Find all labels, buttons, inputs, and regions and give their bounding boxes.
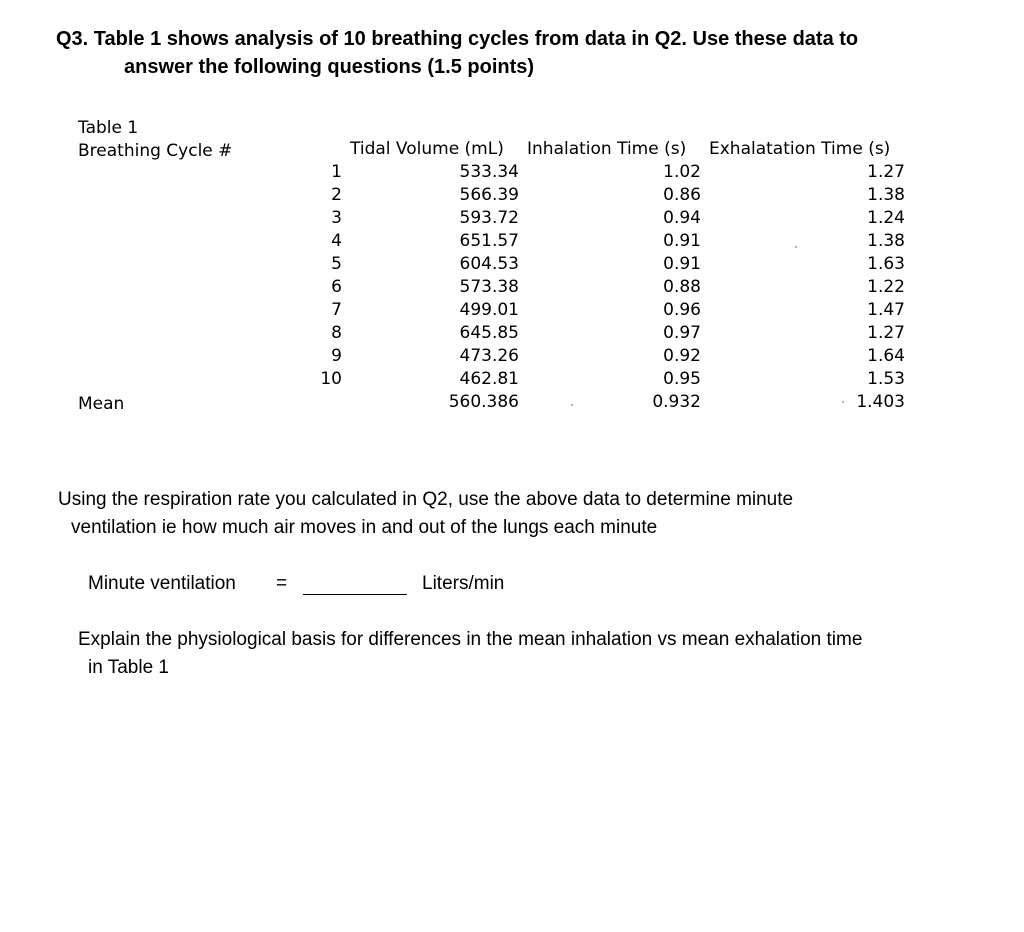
inhalation-time-cell: 0.92: [663, 346, 701, 366]
part-a-text-line-1: Using the respiration rate you calculated in Q2, use the above data to determine minute: [58, 489, 794, 510]
table-caption: Table 1: [78, 118, 139, 138]
inhalation-time-cell: 0.86: [663, 185, 701, 205]
table-row: [0, 277, 1024, 300]
tidal-volume-cell: 473.26: [459, 346, 519, 366]
exhalation-time-cell: 1.27: [867, 162, 905, 182]
part-b-text-line-2: in Table 1: [88, 657, 169, 678]
mean-label: Mean: [78, 394, 125, 414]
tidal-volume-cell: 533.34: [459, 162, 519, 182]
inhalation-time-cell: 0.91: [663, 254, 701, 274]
exhalation-time-cell: 1.53: [867, 369, 905, 389]
question-title-line-2: answer the following questions (1.5 points): [124, 56, 535, 78]
inhalation-time-cell: 0.95: [663, 369, 701, 389]
exhalation-time-cell: 1.63: [867, 254, 905, 274]
scan-speck: [795, 246, 797, 248]
cycle-number-cell: 2: [331, 185, 342, 205]
tidal-volume-cell: 573.38: [459, 277, 519, 297]
scan-speck: [842, 401, 844, 403]
table-row: [0, 231, 1024, 254]
cycle-number-cell: 6: [331, 277, 342, 297]
cycle-number-cell: 3: [331, 208, 342, 228]
column-header-cycle: Breathing Cycle #: [78, 141, 233, 161]
table-row: [0, 208, 1024, 231]
equals-sign: =: [276, 573, 288, 594]
table-row: [0, 185, 1024, 208]
tidal-volume-cell: 566.39: [459, 185, 519, 205]
answer-blank-line: [303, 594, 407, 595]
mean-row: [0, 392, 1024, 415]
inhalation-time-cell: 0.97: [663, 323, 701, 343]
mean-inhalation-time: 0.932: [652, 392, 701, 412]
table-row: [0, 323, 1024, 346]
scan-speck: [571, 404, 573, 406]
exhalation-time-cell: 1.47: [867, 300, 905, 320]
cycle-number-cell: 8: [331, 323, 342, 343]
table-row: [0, 300, 1024, 323]
table-row: [0, 346, 1024, 369]
inhalation-time-cell: 0.94: [663, 208, 701, 228]
question-title-line-1: Q3. Table 1 shows analysis of 10 breathing cycles from data in Q2. Use these data to: [56, 28, 859, 50]
cycle-number-cell: 4: [331, 231, 342, 251]
minute-ventilation-unit: Liters/min: [422, 573, 505, 594]
mean-exhalation-time: 1.403: [856, 392, 905, 412]
exhalation-time-cell: 1.38: [867, 185, 905, 205]
mean-tidal-volume: 560.386: [448, 392, 519, 412]
column-header-tidal-volume: Tidal Volume (mL): [350, 139, 504, 159]
table-row: [0, 162, 1024, 185]
exhalation-time-cell: 1.24: [867, 208, 905, 228]
table-row: [0, 369, 1024, 392]
exhalation-time-cell: 1.64: [867, 346, 905, 366]
minute-ventilation-label: Minute ventilation: [88, 573, 236, 594]
column-header-exhalation-time: Exhalatation Time (s): [709, 139, 891, 159]
tidal-volume-cell: 604.53: [459, 254, 519, 274]
inhalation-time-cell: 0.96: [663, 300, 701, 320]
tidal-volume-cell: 593.72: [459, 208, 519, 228]
cycle-number-cell: 10: [320, 369, 342, 389]
tidal-volume-cell: 462.81: [459, 369, 519, 389]
part-b-text-line-1: Explain the physiological basis for differences in the mean inhalation vs mean exhalation time: [78, 629, 863, 650]
tidal-volume-cell: 651.57: [459, 231, 519, 251]
cycle-number-cell: 7: [331, 300, 342, 320]
cycle-number-cell: 9: [331, 346, 342, 366]
inhalation-time-cell: 0.91: [663, 231, 701, 251]
column-header-inhalation-time: Inhalation Time (s): [527, 139, 687, 159]
tidal-volume-cell: 645.85: [459, 323, 519, 343]
inhalation-time-cell: 1.02: [663, 162, 701, 182]
exhalation-time-cell: 1.22: [867, 277, 905, 297]
cycle-number-cell: 5: [331, 254, 342, 274]
inhalation-time-cell: 0.88: [663, 277, 701, 297]
part-a-text-line-2: ventilation ie how much air moves in and out of the lungs each minute: [71, 517, 658, 538]
tidal-volume-cell: 499.01: [459, 300, 519, 320]
exhalation-time-cell: 1.27: [867, 323, 905, 343]
table-row: [0, 254, 1024, 277]
cycle-number-cell: 1: [331, 162, 342, 182]
exhalation-time-cell: 1.38: [867, 231, 905, 251]
